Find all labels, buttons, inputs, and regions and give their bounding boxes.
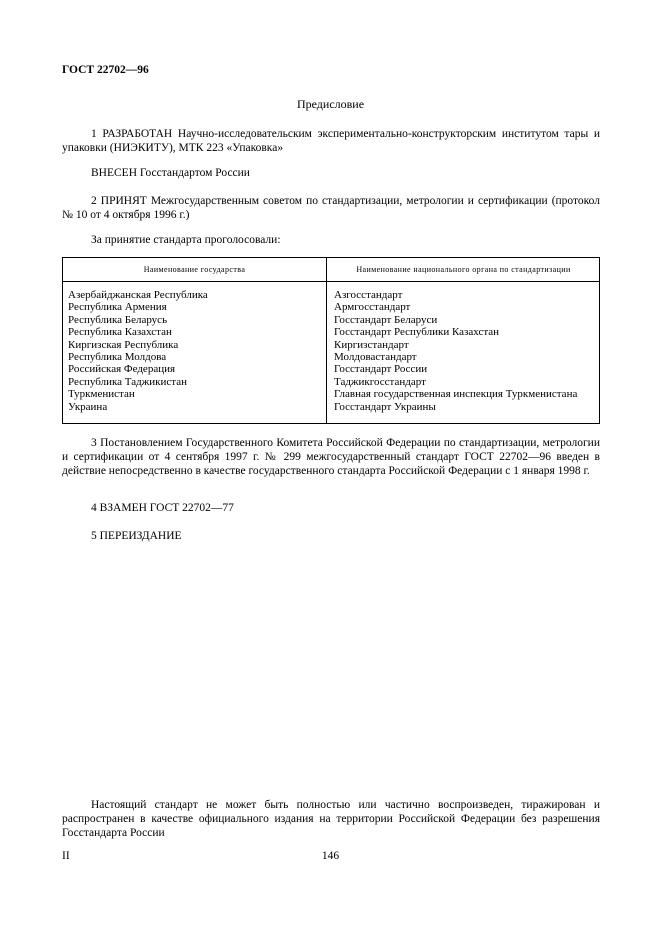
table-cell-body: Главная государственная инспекция Туркменистана	[334, 388, 578, 401]
table-cell-state: Республика Молдова	[68, 351, 167, 364]
table-cell-body: Таджикгосстандарт	[334, 375, 426, 388]
table-cell-state: Республика Таджикистан	[68, 375, 187, 388]
table-cell-body: Госстандарт Беларуси	[334, 313, 438, 326]
vote-intro: За принятие стандарта проголосовали:	[91, 234, 281, 246]
doc-code-header: ГОСТ 22702—96	[62, 64, 149, 76]
page-number: 146	[321, 850, 340, 862]
roman-page-number: II	[62, 850, 70, 862]
table-cell-body: Госстандарт России	[334, 363, 428, 376]
table-cell-state: Азербайджанская Республика	[68, 289, 208, 301]
table-cell-state: Российская Федерация	[68, 363, 176, 376]
paragraph-enacted: 3 Постановлением Государственного Комитета Российской Федерации по стандартизации, метрологии и сертификации от 4 сентября 1997 г. № 299 межгосударственный стандарт ГОСТ 22702—96 введен в действие непосредственно в качестве государственного стандарта Российской Федерации с 1 января 1998 г.	[62, 437, 600, 477]
table-cell-body: Госстандарт Республики Казахстан	[334, 326, 500, 339]
table-cell-state: Республика Казахстан	[68, 326, 172, 339]
paragraph-adopted: 2 ПРИНЯТ Межгосударственным советом по стандартизации, метрологии и сертификации (протокол № 10 от 4 октября 1996 г.)	[62, 195, 600, 221]
table-cell-body: Госстандарт Украины	[334, 400, 436, 413]
table-cell-body: Молдовастандарт	[334, 351, 417, 364]
paragraph-replaces: 4 ВЗАМЕН ГОСТ 22702—77	[91, 502, 234, 514]
table-column-divider	[326, 258, 327, 423]
voting-table	[62, 257, 600, 424]
table-header-state: Наименование государства	[143, 265, 246, 274]
copyright-notice: Настоящий стандарт не может быть полностью или частично воспроизведен, тиражирован и распространен в качестве официального издания на территории Российской Федерации без разрешения Госстандарта России	[62, 799, 600, 839]
states-column	[68, 289, 208, 413]
paragraph-introduced: ВНЕСЕН Госстандартом России	[91, 167, 250, 179]
table-header-divider	[63, 281, 599, 282]
table-header-body: Наименование национального органа по стандартизации	[356, 265, 571, 274]
table-cell-body: Киргизстандарт	[334, 338, 409, 351]
page-title: Предисловие	[296, 97, 365, 111]
table-cell-state: Республика Беларусь	[68, 313, 168, 326]
paragraph-developed: 1 РАЗРАБОТАН Научно-исследовательским экспериментально-конструкторским институтом тары и упаковки (НИЭКИТУ), МТК 223 «Упаковка»	[62, 128, 600, 154]
paragraph-reissue: 5 ПЕРЕИЗДАНИЕ	[91, 530, 182, 542]
table-cell-state: Украина	[68, 400, 108, 413]
bodies-column	[334, 289, 577, 413]
table-cell-body: Армгосстандарт	[334, 301, 411, 314]
table-cell-body: Азгосстандарт	[334, 289, 403, 301]
table-cell-state: Киргизская Республика	[68, 338, 179, 351]
table-cell-state: Республика Армения	[68, 301, 167, 314]
table-cell-state: Туркменистан	[68, 388, 135, 401]
